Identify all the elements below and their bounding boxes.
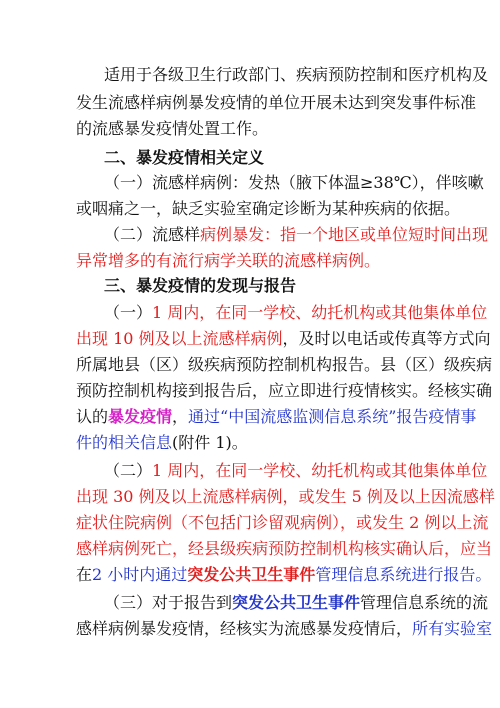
item-1-red-text-2: 出现 10 例及以上流感样病例 [76, 329, 283, 348]
item-2-blue-text-5: 2 小时内通过 [92, 565, 188, 584]
item-3-blue-text-2: 所有实验室 [412, 619, 493, 638]
item-1-line-4: 预防控制机构接到报告后，应立即进行疫情核实。经核实确 [76, 381, 493, 400]
item-2-line-2: 出现 30 例及以上流感样病例，或发生 5 例及以上因流感样 [76, 487, 495, 506]
definition-2-line-2: 异常增多的有流行病学关联的流感样病例。 [76, 251, 381, 270]
item-1-text-5a: 认的 [76, 407, 109, 426]
item-1-number: （一） [104, 303, 153, 322]
item-3-text-1b: 管理信息系统的流 [360, 593, 489, 612]
item-1-line-3: 所属地县（区）级疾病预防控制机构报告。县（区）级疾病 [76, 355, 493, 374]
item-2-line-5 [0, 562, 500, 588]
intro-line-3: 的流感暴发疫情处置工作。 [76, 119, 269, 138]
item-1-text-6: (附件 1)。 [172, 433, 248, 452]
item-3-line-2 [0, 616, 500, 642]
definition-1-line-2: 或咽痛之一，缺乏实验室确定诊断为某种疾病的依据。 [76, 199, 461, 218]
item-3-highlight: 突发公共卫生事件 [232, 593, 361, 612]
item-2-red-text-1: 1 周内，在同一学校、幼托机构或其他集体单位 [152, 461, 488, 480]
item-1-line-5 [0, 404, 500, 430]
item-1-line-6 [0, 430, 500, 456]
item-3-text-1a: （三）对于报告到 [104, 593, 233, 612]
item-1-line-1 [0, 300, 500, 326]
outbreak-highlight: 暴发疫情 [108, 407, 173, 426]
intro-line-2: 发生流感样病例暴发疫情的单位开展未达到突发事件标准 [76, 93, 477, 112]
item-3-text-2a: 感样病例暴发疫情，经核实为流感暴发疫情后， [76, 619, 413, 638]
item-2-line-4: 感样病例死亡，经县级疾病预防控制机构核实确认后，应当 [76, 539, 493, 558]
item-2-text-5a: 在 [76, 565, 93, 584]
public-health-event-highlight: 突发公共卫生事件 [187, 565, 316, 584]
item-1-blue-text-5: 通过“中国流感监测信息系统”报告疫情事 [188, 407, 477, 426]
item-1-red-text: 1 周内，在同一学校、幼托机构或其他集体单位 [152, 303, 488, 322]
item-1-line-2 [0, 326, 500, 352]
definition-1-line-1: （一）流感样病例：发热（腋下体温≥38℃），伴咳嗽 [104, 173, 484, 192]
item-1-text-5b: ， [172, 407, 189, 426]
item-2-line-3: 症状住院病例（不包括门诊留观病例），或发生 2 例以上流 [76, 513, 489, 532]
definition-2-text: 病例暴发：指一个地区或单位短时间出现 [200, 225, 489, 244]
item-2-blue-text-5b: 管理信息系统进行报告。 [315, 565, 492, 584]
item-3-line-1 [0, 590, 500, 616]
intro-line-1: 适用于各级卫生行政部门、疾病预防控制和医疗机构及 [104, 65, 489, 84]
section-3-heading: 三、暴发疫情的发现与报告 [104, 276, 297, 295]
item-1-blue-text-6: 件的相关信息 [76, 433, 173, 452]
item-2-number: （二） [104, 461, 153, 480]
definition-2-lead: （二）流感样 [104, 225, 201, 244]
definition-2-line-1 [0, 222, 500, 248]
item-2-line-1 [0, 458, 500, 484]
section-2-heading: 二、暴发疫情相关定义 [104, 148, 265, 167]
item-1-text-2: ，及时以电话或传真等方式向 [282, 329, 491, 348]
